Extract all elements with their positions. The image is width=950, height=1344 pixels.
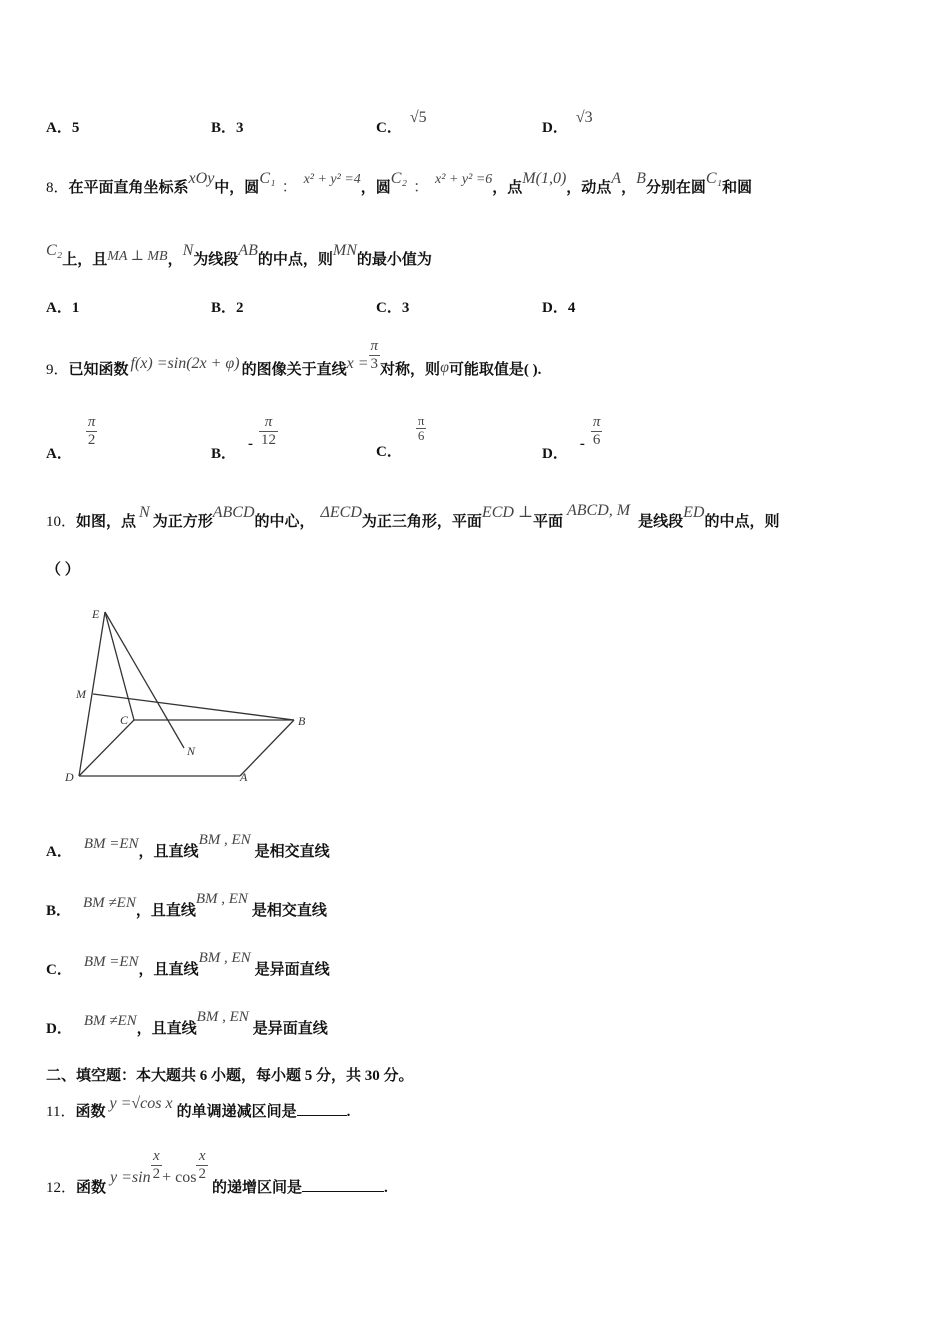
- q10-plane-abcd: ABCD, M: [566, 502, 631, 519]
- option-eq: BM ≠EN: [83, 895, 136, 911]
- q10-text: 是线段: [638, 514, 684, 530]
- frac-den: 6: [592, 431, 601, 448]
- q11-number: 11．: [46, 1104, 76, 1120]
- q9-option-label: B．: [211, 446, 237, 463]
- section-2-title: 二、填空题：本大题共 6 小题，每小题 5 分，共 30 分。: [46, 1068, 414, 1084]
- q10-line-1: [46, 502, 780, 531]
- q8-segment-mn: MN: [332, 242, 357, 259]
- q11-text: 的单调递减区间是: [176, 1104, 297, 1120]
- option-lines: BM , EN: [195, 891, 248, 907]
- q9-option-label: A．: [46, 446, 72, 463]
- q11-function: y =√cos x: [109, 1095, 173, 1112]
- edge-en: [105, 612, 184, 748]
- option-lines: BM , EN: [198, 832, 251, 848]
- q7-option-c-label: C．: [376, 120, 402, 136]
- frac-den: 12: [261, 431, 277, 448]
- q8-point-m: M(1,0): [522, 170, 567, 187]
- q8-text: 为线段: [193, 252, 239, 268]
- frac-den: 2: [198, 1165, 206, 1182]
- frac-den: 2: [87, 431, 96, 448]
- q10-figure: [60, 600, 320, 790]
- q11-blank[interactable]: [297, 1115, 347, 1116]
- option-text: 是相交直线: [251, 903, 327, 919]
- q10-segment-ed: ED: [683, 504, 705, 521]
- option-eq: BM ≠EN: [83, 1013, 137, 1029]
- q9-option-d: [542, 414, 602, 463]
- q8-text: ，动点: [566, 180, 612, 196]
- q8-segment-ab: AB: [238, 242, 258, 259]
- q9-option-b-fraction: [259, 414, 278, 448]
- frac-num: π: [259, 414, 278, 432]
- q7-option-c-value: √5: [409, 109, 427, 126]
- q9-phi: φ: [440, 359, 449, 377]
- option-label: A．: [46, 844, 72, 860]
- fig-label-b: B: [298, 714, 306, 728]
- frac-num: x: [196, 1148, 208, 1166]
- q8-text: 在平面直角坐标系: [68, 180, 189, 196]
- q8-point-a: A: [611, 170, 622, 187]
- frac-num: x: [151, 1148, 163, 1166]
- option-eq: BM =EN: [83, 954, 139, 970]
- q10-number: 10．: [46, 514, 77, 530]
- q10-paren: （ ）: [46, 562, 80, 578]
- q10-option-c: [46, 950, 330, 979]
- q8-text: 分别在圆: [645, 180, 706, 196]
- q7-option-c: [376, 109, 427, 137]
- q9-text: 已知函数: [68, 362, 129, 379]
- q8-text: ，点: [492, 180, 523, 196]
- q12-y-sin: y =sin: [110, 1169, 151, 1187]
- option-label: B．: [46, 903, 72, 919]
- q9-pi: π: [370, 338, 379, 354]
- q9-function: f(x) =sin(2x + φ): [130, 355, 240, 373]
- q8-option-d: D．4: [542, 300, 576, 316]
- q7-option-d-label: D．: [542, 120, 568, 136]
- q8-perp: MA ⊥ MB: [107, 249, 168, 264]
- q12-text: 的递增区间是: [211, 1180, 302, 1197]
- q8-option-a: A．1: [46, 300, 80, 316]
- q12-text: 函数: [76, 1180, 107, 1197]
- q9-number: 9．: [46, 362, 69, 379]
- option-text: 是异面直线: [252, 1021, 328, 1037]
- q10-option-d: [46, 1009, 328, 1038]
- q8-number: 8．: [46, 180, 69, 196]
- q12-frac-1: [151, 1148, 163, 1182]
- option-eq: BM =EN: [83, 836, 139, 852]
- q10-text: 为正三角形，平面: [361, 514, 482, 530]
- q12-line: [46, 1148, 388, 1197]
- q12-blank[interactable]: [302, 1191, 384, 1192]
- option-label: D．: [46, 1021, 72, 1037]
- q9-sign: -: [248, 436, 254, 453]
- q10-plane-ecd: ECD ⊥: [481, 504, 533, 521]
- q8-option-c: C．3: [376, 300, 410, 316]
- q8-text: ，: [621, 180, 637, 196]
- q9-text: 的图像关于直线: [241, 362, 347, 379]
- q7-option-a: A．5: [46, 120, 80, 136]
- q8-text: 和圆: [722, 180, 753, 196]
- q9-three: 3: [370, 355, 379, 372]
- q9-line: [46, 330, 541, 380]
- q8-point-n: N: [182, 242, 194, 259]
- edge-ab: [240, 720, 294, 776]
- q8-text: 的最小值为: [356, 252, 432, 268]
- q8-text: ，: [167, 252, 183, 268]
- q11-text: 函数: [75, 1104, 106, 1120]
- q12-plus-cos: + cos: [162, 1169, 197, 1187]
- q10-text: 如图，点: [76, 514, 137, 530]
- q8-line-2: [46, 242, 432, 269]
- q8-eq1: x² + y² =4: [303, 172, 361, 187]
- q8-text: 的中点，则: [257, 252, 333, 268]
- q9-text: 对称，则: [380, 362, 441, 379]
- q9-fraction: [369, 338, 381, 372]
- q8-option-b: B．2: [211, 300, 244, 316]
- q9-x-eq: x =: [346, 355, 369, 373]
- option-text: ，且直线: [138, 844, 199, 860]
- option-label: C．: [46, 962, 72, 978]
- q8-c1: C₁: [259, 170, 276, 187]
- fig-label-m: M: [76, 687, 86, 701]
- option-text: ，且直线: [136, 1021, 197, 1037]
- q8-c2: C₂: [390, 170, 408, 187]
- fig-label-d: D: [65, 770, 74, 784]
- q9-option-c: [376, 413, 426, 461]
- frac-den: 2: [152, 1165, 161, 1182]
- q9-option-a-fraction: [86, 414, 98, 448]
- edge-cd: [79, 720, 134, 776]
- q10-text: 的中点，则: [704, 514, 780, 530]
- q8-eq2: x² + y² =6: [435, 172, 493, 187]
- edge-ec: [105, 612, 134, 720]
- q9-option-a: [46, 414, 97, 463]
- q10-text: 为正方形: [152, 514, 213, 530]
- q9-option-c-fraction: [416, 414, 427, 444]
- frac-num: π: [417, 413, 425, 428]
- q10-option-b: [46, 891, 327, 920]
- q9-option-d-fraction: [591, 414, 603, 448]
- q9-text: 可能取值是( ).: [448, 362, 542, 379]
- option-text: ，且直线: [138, 962, 199, 978]
- q7-option-d: [542, 109, 593, 137]
- q8-xoy: xOy: [188, 170, 215, 187]
- option-lines: BM , EN: [196, 1009, 249, 1025]
- q9-sign: -: [579, 436, 585, 453]
- q7-option-b: B．3: [211, 120, 244, 136]
- q7-option-d-value: √3: [575, 109, 593, 126]
- q9-option-label: C．: [376, 444, 402, 461]
- q10-triangle: ΔECD: [320, 504, 362, 521]
- option-text: 是相交直线: [254, 844, 330, 860]
- fig-label-n: N: [187, 744, 196, 758]
- option-text: 是异面直线: [254, 962, 330, 978]
- fig-label-c: C: [120, 713, 129, 727]
- q10-text: 平面: [532, 514, 563, 530]
- frac-num: π: [592, 414, 601, 430]
- q8-c1: C₁: [705, 170, 723, 187]
- frac-num: π: [87, 414, 96, 430]
- q8-colon: ：: [281, 179, 298, 196]
- q12-frac-2: [196, 1148, 208, 1182]
- q8-point-b: B: [636, 170, 646, 187]
- fig-label-a: A: [240, 770, 248, 784]
- q8-text: ，圆: [360, 180, 391, 196]
- q10-point-n: N: [139, 504, 150, 521]
- frac-den: 6: [417, 428, 425, 444]
- q11-line: [46, 1095, 351, 1121]
- q10-option-a: [46, 832, 330, 861]
- option-lines: BM , EN: [198, 950, 251, 966]
- option-text: ，且直线: [135, 903, 196, 919]
- q10-square: ABCD: [212, 504, 255, 521]
- q12-text: .: [383, 1180, 388, 1197]
- q8-line-1: [46, 170, 753, 197]
- fig-label-e: E: [92, 607, 100, 621]
- q11-text: .: [346, 1104, 351, 1120]
- q8-text: 中，圆: [214, 180, 260, 196]
- q12-number: 12．: [46, 1180, 77, 1197]
- q9-option-label: D．: [542, 446, 568, 463]
- q8-text: 上，且: [62, 252, 108, 268]
- q10-text: 的中心，: [254, 514, 315, 530]
- q8-colon: ：: [413, 179, 430, 196]
- q9-option-b: [211, 414, 278, 463]
- q8-c2: C₂: [46, 242, 63, 259]
